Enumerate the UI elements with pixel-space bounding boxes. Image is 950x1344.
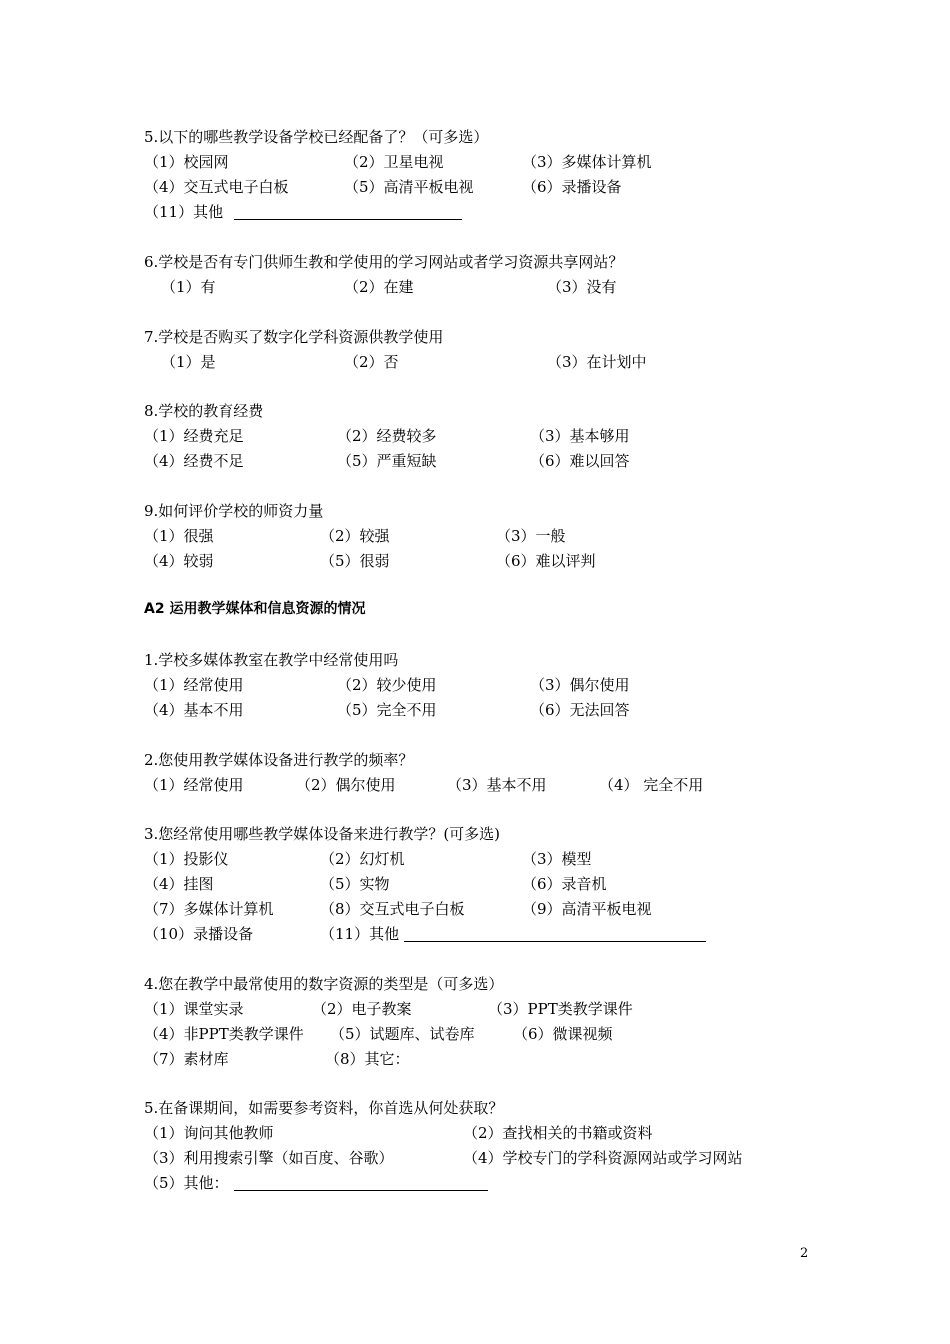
option-item: （1）经常使用 — [144, 776, 244, 794]
option-item: （5）高清平板电视 — [344, 178, 474, 196]
option-item: （4）较弱 — [144, 552, 214, 570]
option-item: （3）模型 — [522, 850, 592, 868]
option-row — [0, 152, 950, 172]
option-item: （4）挂图 — [144, 875, 214, 893]
option-item: （6）录音机 — [522, 875, 607, 893]
option-item: （1）有 — [161, 278, 216, 296]
option-item: （7）素材库 — [144, 1050, 229, 1068]
option-item: （8）交互式电子白板 — [320, 900, 465, 918]
fill-in-blank[interactable] — [404, 926, 706, 942]
section-heading-a2: A2 运用教学媒体和信息资源的情况 — [144, 601, 366, 617]
option-item: （5）很弱 — [320, 552, 390, 570]
option-item: （7）多媒体计算机 — [144, 900, 274, 918]
option-item: （8）其它： — [325, 1050, 410, 1068]
question-title: 3.您经常使用哪些教学媒体设备来进行教学？(可多选) — [144, 825, 501, 843]
option-item: （4）交互式电子白板 — [144, 178, 289, 196]
option-item: （4）基本不用 — [144, 701, 244, 719]
question-title: 2.您使用教学媒体设备进行教学的频率？ — [144, 751, 414, 769]
option-item: （2）否 — [344, 353, 399, 371]
option-item: （11）其他 — [144, 203, 224, 221]
option-item: （4）学校专门的学科资源网站或学习网站 — [463, 1149, 743, 1167]
option-row — [0, 451, 950, 471]
option-item: （3）基本不用 — [447, 776, 547, 794]
option-item: （2）较少使用 — [337, 676, 437, 694]
option-item: （2）偶尔使用 — [296, 776, 396, 794]
option-item: （3）基本够用 — [530, 427, 630, 445]
option-item: （6）难以回答 — [530, 452, 630, 470]
option-item: （5）其他： — [144, 1174, 229, 1192]
option-row — [0, 874, 950, 894]
option-row — [0, 675, 950, 695]
option-item: （3）多媒体计算机 — [522, 153, 652, 171]
option-item: （5）完全不用 — [337, 701, 437, 719]
option-row — [0, 177, 950, 197]
option-row — [0, 849, 950, 869]
option-item: （3）没有 — [547, 278, 617, 296]
option-item: （11）其他 — [320, 925, 400, 943]
option-row — [0, 1049, 950, 1069]
question-title: 5.以下的哪些教学设备学校已经配备了？（可多选） — [144, 128, 489, 146]
option-item: （2）电子教案 — [312, 1000, 412, 1018]
option-row — [0, 277, 950, 297]
question-title: 5.在备课期间，如需要参考资料，你首选从何处获取？ — [144, 1099, 504, 1117]
option-item: （6）录播设备 — [522, 178, 622, 196]
option-row — [0, 526, 950, 546]
page-number: 2 — [800, 1246, 809, 1261]
option-item: （1）投影仪 — [144, 850, 229, 868]
option-item: （6）微课视频 — [513, 1025, 613, 1043]
option-row — [0, 775, 950, 795]
option-row — [0, 426, 950, 446]
option-item: （1）询问其他教师 — [144, 1124, 274, 1142]
option-item: （10）录播设备 — [144, 925, 254, 943]
option-item: （3）利用搜索引擎（如百度、谷歌） — [144, 1149, 394, 1167]
option-item: （1）是 — [161, 353, 216, 371]
option-item: （5）严重短缺 — [337, 452, 437, 470]
option-row — [0, 899, 950, 919]
option-item: （2）经费较多 — [337, 427, 437, 445]
question-title: 7.学校是否购买了数字化学科资源供教学使用 — [144, 328, 444, 346]
option-item: （4）经费不足 — [144, 452, 244, 470]
fill-in-blank[interactable] — [234, 204, 462, 220]
option-item: （1）很强 — [144, 527, 214, 545]
option-item: （3）在计划中 — [547, 353, 647, 371]
option-row — [0, 1173, 950, 1193]
option-item: （5）试题库、试卷库 — [330, 1025, 475, 1043]
option-row — [0, 202, 950, 222]
question-title: 4.您在教学中最常使用的数字资源的类型是（可多选） — [144, 975, 504, 993]
question-title: 9.如何评价学校的师资力量 — [144, 502, 324, 520]
option-item: （4） 完全不用 — [599, 776, 704, 794]
option-row — [0, 700, 950, 720]
option-item: （4）非PPT类教学课件 — [144, 1025, 304, 1043]
option-row — [0, 1024, 950, 1044]
option-row — [0, 1123, 950, 1143]
option-item: （2）卫星电视 — [344, 153, 444, 171]
option-item: （9）高清平板电视 — [522, 900, 652, 918]
option-item: （2）幻灯机 — [320, 850, 405, 868]
option-item: （1）校园网 — [144, 153, 229, 171]
option-row — [0, 999, 950, 1019]
option-row — [0, 924, 950, 944]
question-title: 1.学校多媒体教室在教学中经常使用吗 — [144, 651, 399, 669]
option-item: （3）PPT类教学课件 — [488, 1000, 633, 1018]
question-title: 6.学校是否有专门供师生教和学使用的学习网站或者学习资源共享网站？ — [144, 253, 624, 271]
option-item: （3）一般 — [496, 527, 566, 545]
option-item: （5）实物 — [320, 875, 390, 893]
option-row — [0, 1148, 950, 1168]
option-item: （2）查找相关的书籍或资料 — [463, 1124, 653, 1142]
option-item: （3）偶尔使用 — [530, 676, 630, 694]
option-item: （1）课堂实录 — [144, 1000, 244, 1018]
option-item: （6）无法回答 — [530, 701, 630, 719]
option-item: （2）较强 — [320, 527, 390, 545]
question-title: 8.学校的教育经费 — [144, 402, 264, 420]
option-item: （1）经费充足 — [144, 427, 244, 445]
option-row — [0, 551, 950, 571]
option-item: （1）经常使用 — [144, 676, 244, 694]
fill-in-blank[interactable] — [234, 1175, 488, 1191]
option-item: （6）难以评判 — [496, 552, 596, 570]
option-item: （2）在建 — [344, 278, 414, 296]
option-row — [0, 352, 950, 372]
